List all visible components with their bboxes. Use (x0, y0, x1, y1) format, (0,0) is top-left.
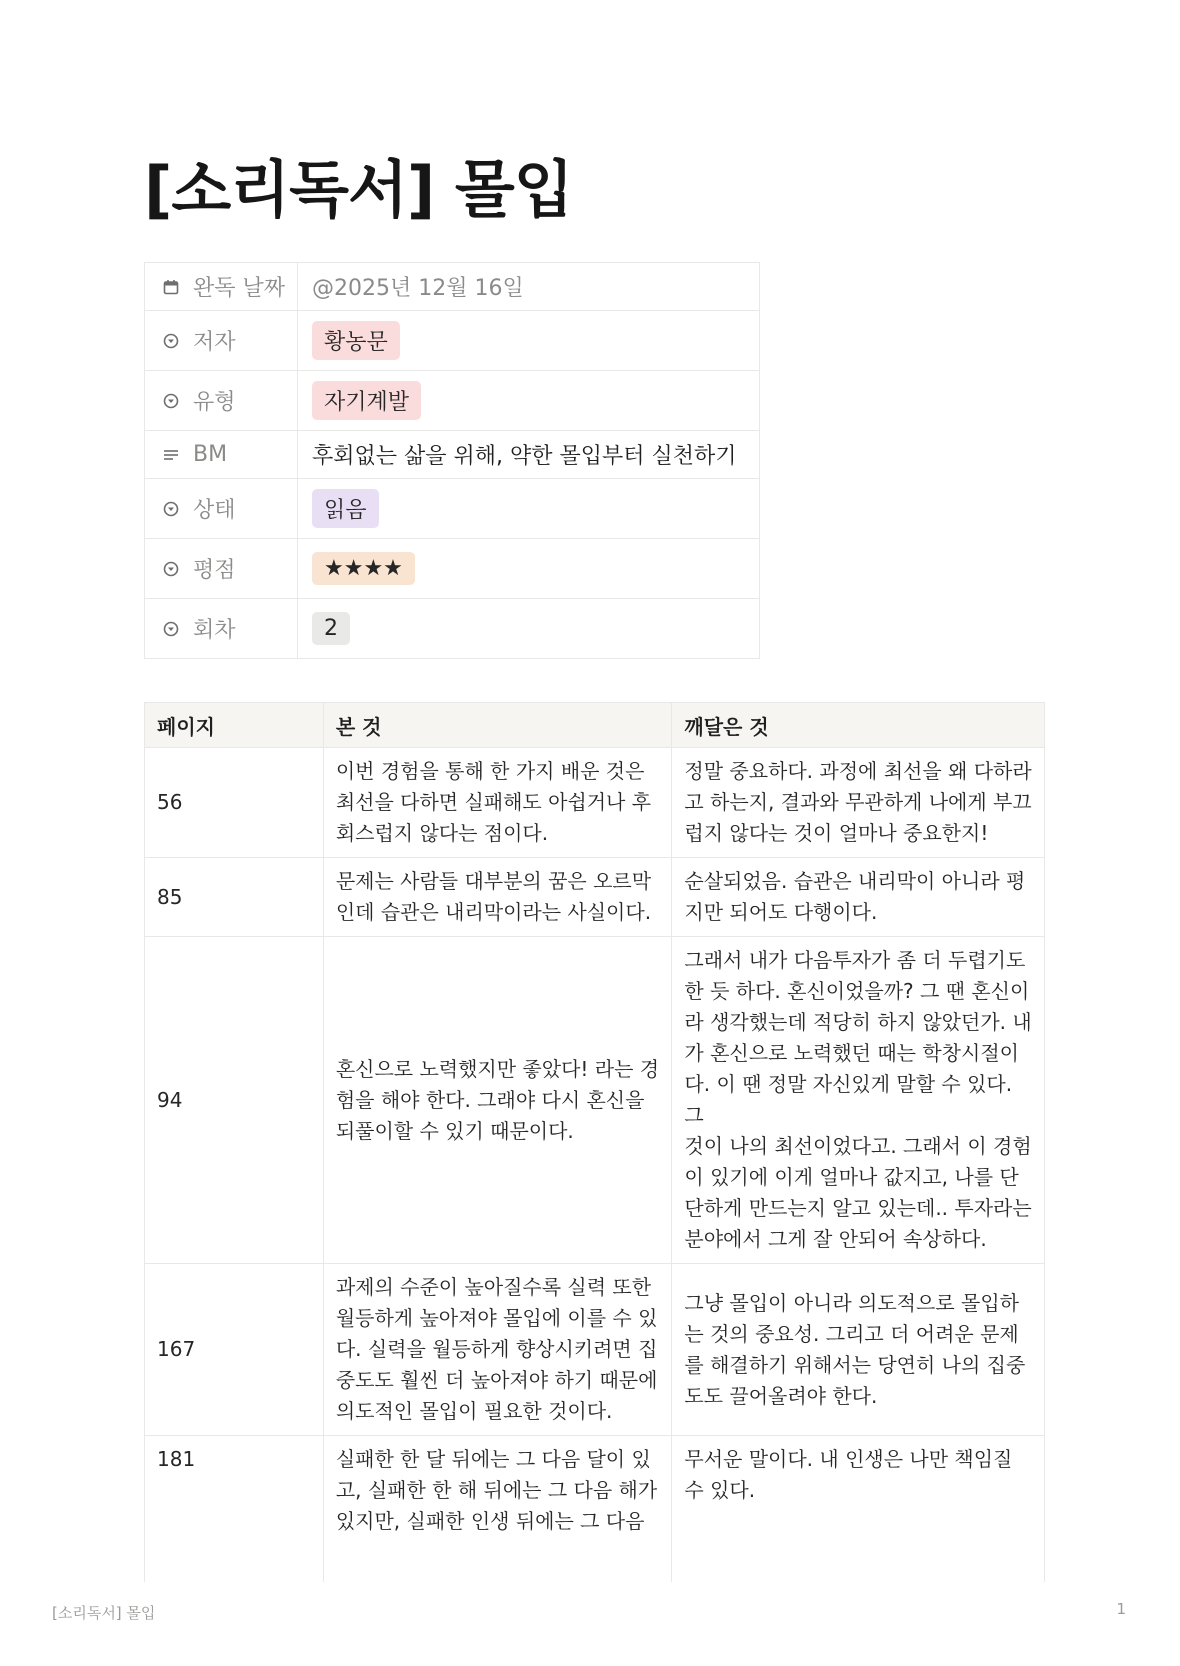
text-line: 수 있다. (684, 1478, 756, 1502)
type-tag[interactable]: 자기계발 (312, 381, 421, 420)
text-line: 회스럽지 않다는 점이다. (335, 821, 549, 845)
cell-seen[interactable] (323, 937, 672, 1264)
table-row[interactable] (145, 748, 1045, 858)
table-row[interactable] (145, 1264, 1045, 1436)
text-line: 과제의 수준이 높아질수록 실력 또한 (335, 1275, 652, 1299)
completion-date-value[interactable]: @2025년 12월 16일 (312, 276, 524, 301)
text-line: 그냥 몰입이 아니라 의도적으로 몰입하 (684, 1290, 1019, 1315)
text-line: 있지만, 실패한 인생 뒤에는 그 다음 (335, 1509, 645, 1533)
text-line: 인데 습관은 내리막이라는 사실이다. (335, 900, 652, 924)
author-tag[interactable]: 황농문 (312, 321, 400, 360)
cell-learned[interactable] (672, 937, 1045, 1264)
cell-seen[interactable] (323, 1264, 672, 1436)
status-tag[interactable]: 읽음 (312, 489, 379, 528)
property-label: 회차 (193, 618, 236, 643)
cell-page[interactable]: 56 (145, 748, 324, 858)
property-row-date[interactable] (145, 263, 760, 311)
column-header-seen[interactable]: 본 것 (323, 703, 672, 748)
text-line: 험을 해야 한다. 그래야 다시 혼신을 (335, 1087, 645, 1112)
cell-learned[interactable] (672, 748, 1045, 858)
select-icon (161, 561, 181, 577)
text-line: 그래서 내가 다음투자가 좀 더 두렵기도 (684, 948, 1026, 972)
text-line: 를 해결하기 위해서는 당연히 나의 집중 (684, 1352, 1026, 1377)
text-line: 실패한 한 달 뒤에는 그 다음 달이 있 (335, 1447, 651, 1471)
cell-learned[interactable] (672, 858, 1045, 937)
text-line: 다. 실력을 월등하게 향상시키려면 집 (335, 1337, 658, 1361)
cell-page[interactable]: 167 (145, 1264, 324, 1436)
cell-page[interactable]: 181 (145, 1436, 324, 1583)
property-label: 평점 (193, 558, 236, 583)
table-row[interactable] (145, 937, 1045, 1264)
text-line: 최선을 다하면 실패해도 아쉽거나 후 (335, 790, 652, 814)
notes-header-row (145, 703, 1045, 748)
property-row-status[interactable] (145, 479, 760, 539)
property-label: BM (193, 442, 228, 467)
cell-learned[interactable] (672, 1436, 1045, 1583)
select-icon (161, 393, 181, 409)
property-row-round[interactable] (145, 599, 760, 659)
table-row[interactable] (145, 858, 1045, 937)
column-header-page[interactable]: 페이지 (145, 703, 324, 748)
property-label: 완독 날짜 (193, 276, 286, 301)
rating-tag[interactable]: ★★★★ (312, 552, 415, 585)
text-line: 지만 되어도 다행이다. (684, 900, 878, 924)
text-line: 라 생각했는데 적당히 하지 않았던가. 내 (684, 1010, 1032, 1034)
text-line: 고, 실패한 한 해 뒤에는 그 다음 해가 (335, 1478, 658, 1502)
property-row-author[interactable] (145, 311, 760, 371)
text-line: 이번 경험을 통해 한 가지 배운 것은 (335, 759, 645, 783)
text-line: 혼신으로 노력했지만 좋았다! 라는 경 (335, 1056, 660, 1081)
text-line: 한 듯 하다. 혼신이었을까? 그 땐 혼신이 (684, 979, 1030, 1003)
select-icon (161, 333, 181, 349)
text-line: 다. 이 땐 정말 자신있게 말할 수 있다. 그 (684, 1072, 1013, 1127)
cell-learned[interactable] (672, 1264, 1045, 1436)
page-title: [소리독서] 몰입 (144, 153, 573, 226)
select-icon (161, 621, 181, 637)
property-label: 저자 (193, 330, 236, 355)
property-row-type[interactable] (145, 371, 760, 431)
text-line: 단하게 만드는지 알고 있는데.. 투자라는 (684, 1196, 1032, 1220)
cell-page[interactable]: 94 (145, 937, 324, 1264)
column-header-learned[interactable]: 깨달은 것 (672, 703, 1045, 748)
text-line: 것이 나의 최선이었다고. 그래서 이 경험 (684, 1134, 1032, 1158)
bm-value[interactable]: 후회없는 삶을 위해, 약한 몰입부터 실천하기 (312, 444, 737, 469)
footer-page-number: 1 (1116, 1600, 1126, 1618)
property-row-bm[interactable] (145, 431, 760, 479)
table-row[interactable] (145, 1436, 1045, 1583)
text-line: 도도 끌어올려야 한다. (684, 1383, 878, 1408)
text-line: 럽지 않다는 것이 얼마나 중요한지! (684, 821, 989, 845)
property-label: 상태 (193, 498, 236, 523)
footer-title: [소리독서] 몰입 (52, 1604, 156, 1622)
property-label: 유형 (193, 390, 236, 415)
properties-table (144, 262, 760, 659)
text-line: 순살되었음. 습관은 내리막이 아니라 평 (684, 869, 1026, 893)
text-line: 월등하게 높아져야 몰입에 이를 수 있 (335, 1306, 658, 1330)
text-line: 가 혼신으로 노력했던 때는 학창시절이 (684, 1041, 1019, 1065)
property-row-rating[interactable] (145, 539, 760, 599)
text-line: 문제는 사람들 대부분의 꿈은 오르막 (335, 869, 652, 893)
text-line: 정말 중요하다. 과정에 최선을 왜 다하라 (684, 759, 1032, 783)
text-line: 는 것의 중요성. 그리고 더 어려운 문제 (684, 1321, 1019, 1346)
notes-table (144, 702, 1045, 1582)
text-line: 분야에서 그게 잘 안되어 속상하다. (684, 1227, 987, 1251)
text-line: 무서운 말이다. 내 인생은 나만 책임질 (684, 1447, 1013, 1471)
cell-seen[interactable] (323, 748, 672, 858)
select-icon (161, 501, 181, 517)
round-tag[interactable]: 2 (312, 612, 350, 645)
text-line: 중도도 훨씬 더 높아져야 하기 때문에 (335, 1368, 658, 1392)
calendar-icon (161, 279, 181, 295)
cell-seen[interactable] (323, 1436, 672, 1583)
text-lines-icon (161, 447, 181, 463)
cell-seen[interactable] (323, 858, 672, 937)
text-line: 이 있기에 이게 얼마나 값지고, 나를 단 (684, 1165, 1019, 1189)
cell-page[interactable]: 85 (145, 858, 324, 937)
text-line: 되풀이할 수 있기 때문이다. (335, 1118, 574, 1143)
text-line: 고 하는지, 결과와 무관하게 나에게 부끄 (684, 790, 1032, 814)
text-line: 의도적인 몰입이 필요한 것이다. (335, 1399, 613, 1423)
